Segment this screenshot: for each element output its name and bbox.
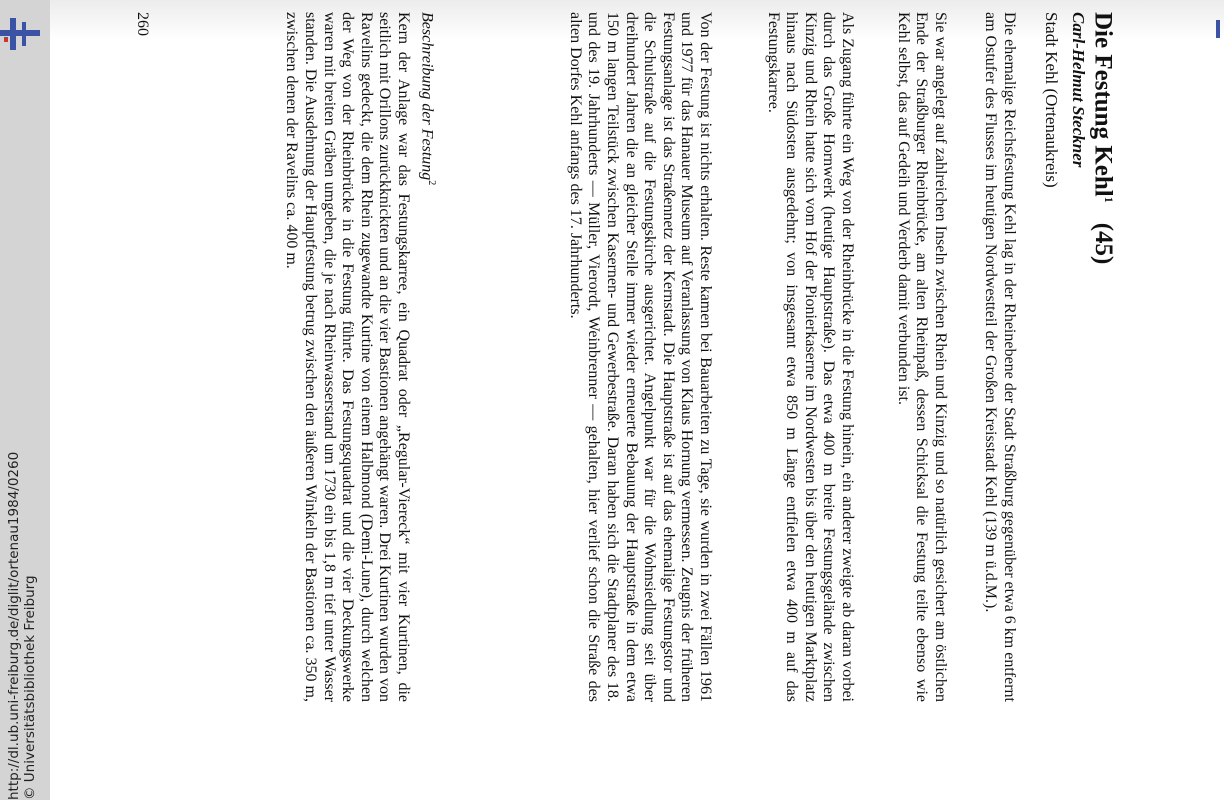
paragraph-4: Von der Festung ist nichts erhalten. Reste kamen bei Bauarbeiten zu Tage, sie wurden in zwei Fällen 1961 und 1977 für das Hanauer Museum auf Veranlassung von Klaus Hornung vermessen. Zeugnis der früheren Festungsanlage ist das Straßennetz der Kernstadt. Die Hauptstraße ist auf das ehemalige Festungstor und die Schulstraße auf die Festungskirche ausgerichtet. Angelpunkt war für die Wohnsiedlung seit über dreihundert Jahren die an gleicher Stelle immer wieder erneuerte Bebauung der Hauptstraße in dem etwa 150 m langen Teilstück zwischen Kasernen- und Gewerbestraße. Daran haben sich die Stadtplaner des 18. und des 19. Jahrhunderts — Müller, Vierordt, Weinbrenner — gehalten, hier verlief schon die Straße des alten Dorfes Kehl anfangs des 17. Jahrhunderts. bbox=[566, 12, 714, 702]
paragraph-2: Sie war angelegt auf zahlreichen Inseln zwischen Rhein und Kinzig und so natürlich gesichert am östlichen Ende der Straßburger Rheinbrücke, am alten Rheinpaß, dessen Schicksal die Festung teilte ebenso wie Kehl selbst, das auf Gedeih und Verderb damit verbunden ist. bbox=[894, 12, 949, 702]
title-footnote-ref: 1 bbox=[1102, 196, 1116, 203]
paragraph-3: Als Zugang führte ein Weg von der Rheinbrücke in die Festung hinein, ein anderer zweigte ab daran vorbei durch das Große Hornwerk (heutige Hauptstraße). Das etwa 400 m breite Festungsgelände zwischen Kinzig und Rhein hatte sich vom Hof der Pionierkaserne im Nordwesten bis über den heutigen Marktplatz hinaus nach Südosten ausgedehnt; von insgesamt etwa 850 m Länge entfielen etwa 400 m auf das Festungskarree. bbox=[764, 12, 856, 702]
section-footnote-ref: 2 bbox=[426, 180, 437, 186]
viewer-side-strip bbox=[0, 0, 50, 800]
article-number: (45) bbox=[1089, 222, 1117, 265]
section-heading-text: Beschreibung der Festung bbox=[418, 12, 436, 181]
section-heading bbox=[417, 12, 440, 185]
page-number: 260 bbox=[134, 12, 151, 36]
place-line: Stadt Kehl (Ortenaukreis) bbox=[1042, 12, 1061, 188]
section-paragraph: Kern der Anlage war das Festungskarree, ein Quadrat oder „Regular-Viereck“ mit vier Kurtinen, die seitlich mit Orillons zurückknickten und an die vier Bastionen angehängt waren. Drei Kurtinen wurden von Ravelins gedeckt, die dem Rhein zugewandte Kurtine von einem Halbmond (Demi-Lune), durch welchen der Weg von der Rheinbrücke in die Festung führte. Das Festungsquadrat und die vier Deckungswerke waren mit breiten Gräben umgeben, die je nach Rheinwasserstand um 1730 ein bis 1,8 m tief unter Wasser standen. Die Ausdehnung der Hauptfestung betrug zwischen den äußeren Winkeln der Bastionen ca. 350 m, zwischen denen der Ravelins ca. 400 m. bbox=[283, 12, 412, 702]
rotated-page-content bbox=[114, 12, 1124, 792]
source-url[interactable]: http://dl.ub.uni-freiburg.de/diglit/ortenau1984/0260 bbox=[6, 451, 22, 800]
scanned-page bbox=[50, 0, 1224, 800]
title-text: Die Festung Kehl bbox=[1089, 12, 1117, 197]
article-title bbox=[1088, 12, 1124, 792]
corner-marker bbox=[1216, 20, 1220, 38]
copyright-notice: © Universitätsbibliothek Freiburg bbox=[22, 575, 38, 800]
author-name: Carl-Helmut Steckner bbox=[1069, 12, 1088, 168]
source-citation bbox=[6, 0, 42, 800]
paragraph-1: Die ehemalige Reichsfestung Kehl lag in der Rheinebene der Stadt Straßburg gegenüber etwa 6 km entfernt am Ostufer des Flusses im heutigen Nordwestteil der Großen Kreisstadt Kehl (139 m ü.d.M.). bbox=[982, 12, 1018, 702]
